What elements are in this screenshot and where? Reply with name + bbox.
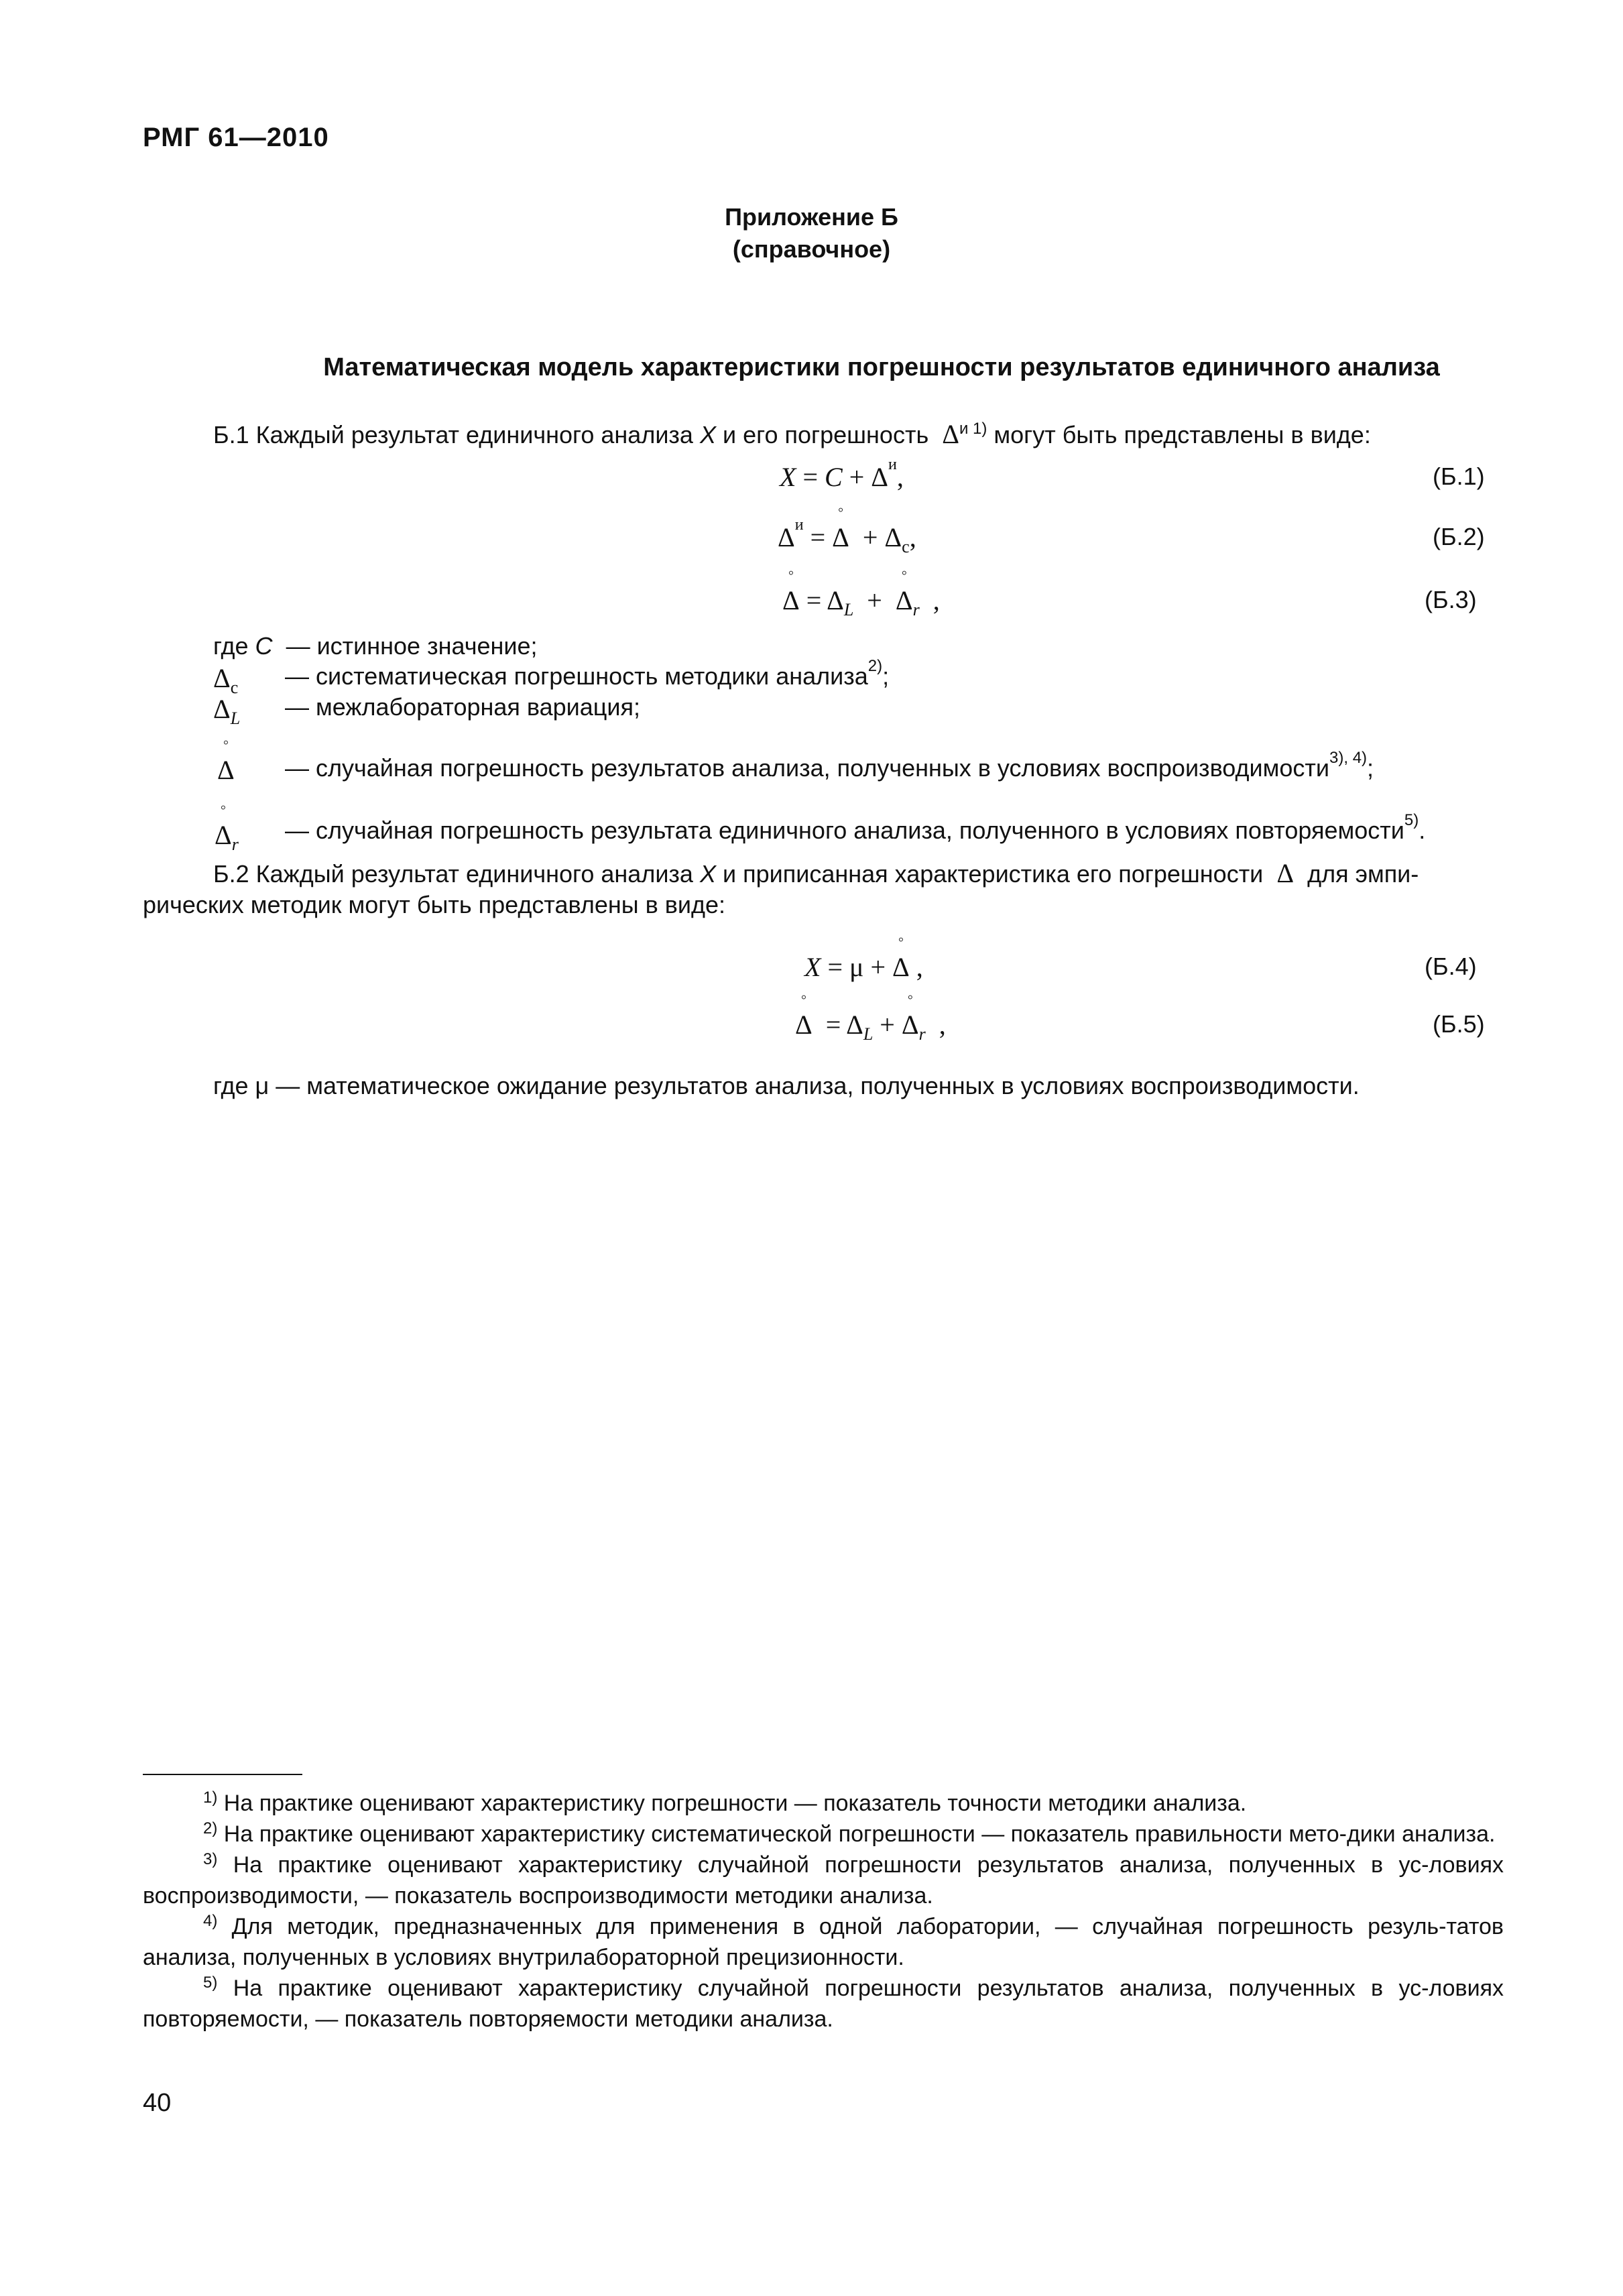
where-delta-r: — случайная погрешность результата единичного анализа, полученного в условиях повторяемости$^{5)}$. (285, 811, 1426, 844)
formula-b5: ◦ $\Delta = \Delta_L$ + ◦ $\Delta_r$ , (795, 1009, 946, 1044)
paragraph-b1 (213, 416, 1371, 453)
where-delta-circ: — случайная погрешность результатов анализа, полученных в условиях воспроизводимости$^{3), 4)}$; (285, 749, 1374, 782)
formula-b1-number: (Б.1) (1433, 463, 1485, 490)
section-title: Математическая модель характеристики погрешности результатов единичного анализа (323, 353, 1440, 381)
b1-text-c: могут быть представлены в виде: (987, 421, 1371, 448)
b1-text-a: Б.1 Каждый результат единичного анализа (213, 421, 700, 448)
where-delta-l: — межлабораторная вариация; (285, 693, 641, 721)
footnote-3: $^{3)}$ На практике оценивают характеристику случайной погрешности результатов анализа, полученных в ус-ловиях воспроизводимости, — показатель воспроизводимости методики анализа. (143, 1850, 1504, 1909)
footnote-4: $^{4)}$ Для методик, предназначенных для применения в одной лаборатории, — случайная погрешность резуль-татов анализа, полученных в условиях внутрилабораторной прецизионности. (143, 1912, 1504, 1970)
symbol-delta-r: ◦ $\Delta_r$ (215, 819, 239, 855)
footnote-2: $^{2)}$ На практике оценивают характеристику систематической погрешности — показатель правильности мето-дики анализа. (203, 1819, 1496, 1847)
footnote-separator (143, 1774, 302, 1775)
delta-symbol: Δ (935, 419, 959, 449)
superscript-i: и (959, 420, 973, 438)
b1-var-x: X (699, 421, 716, 448)
formula-b1: $X = C + \Delta^и$, (780, 456, 904, 492)
formula-b3-number: (Б.3) (1425, 586, 1477, 613)
formula-b3: ◦ $\Delta = \Delta_L$ + ◦ $\Delta_r$ , (782, 585, 940, 620)
footnote-1: $^{1)}$ На практике оценивают характеристику погрешности — показатель точности методики анализа. (203, 1789, 1247, 1816)
b1-text-b: и его погрешность (715, 421, 936, 448)
footnotes (143, 1788, 1504, 2035)
footnote-5: $^{5)}$ На практике оценивают характеристику случайной погрешности результатов анализа, полученных в ус-ловиях повторяемости, — показатель повторяемости методики анализа. (143, 1974, 1504, 2032)
appendix-label: Приложение Б (725, 203, 898, 231)
where-delta-c: — систематическая погрешность методики анализа$^{2)}$; (285, 657, 890, 690)
paragraph-b2-line1: Б.2 Каждый результат единичного анализа X и приписанная характеристика его погрешности Δ для эмпи- (213, 858, 1419, 888)
formula-b4: X = μ + ◦ Δ , (804, 951, 923, 983)
footnote-ref-1: 1) (973, 420, 987, 438)
symbol-delta-l: $\Delta_L$ (213, 694, 241, 728)
formula-b5-number: (Б.5) (1433, 1010, 1485, 1038)
symbol-delta-c: $\Delta_с$ (213, 663, 239, 697)
page-number: 40 (143, 2089, 172, 2117)
formula-b2: $\Delta^и$ = ◦ $\Delta + \Delta_с$, (778, 522, 916, 557)
paragraph-b2-line2: рических методик могут быть представлены в виде: (143, 891, 725, 918)
where-c: где C — истинное значение; (213, 632, 538, 660)
document-code: РМГ 61—2010 (143, 123, 329, 152)
symbol-delta-circ: ◦ Δ (217, 754, 235, 786)
where-mu: где μ — математическое ожидание результатов анализа, полученных в условиях воспроизводимости. (213, 1072, 1360, 1099)
appendix-type: (справочное) (732, 235, 891, 263)
formula-b4-number: (Б.4) (1425, 953, 1477, 980)
formula-b2-number: (Б.2) (1433, 523, 1485, 550)
